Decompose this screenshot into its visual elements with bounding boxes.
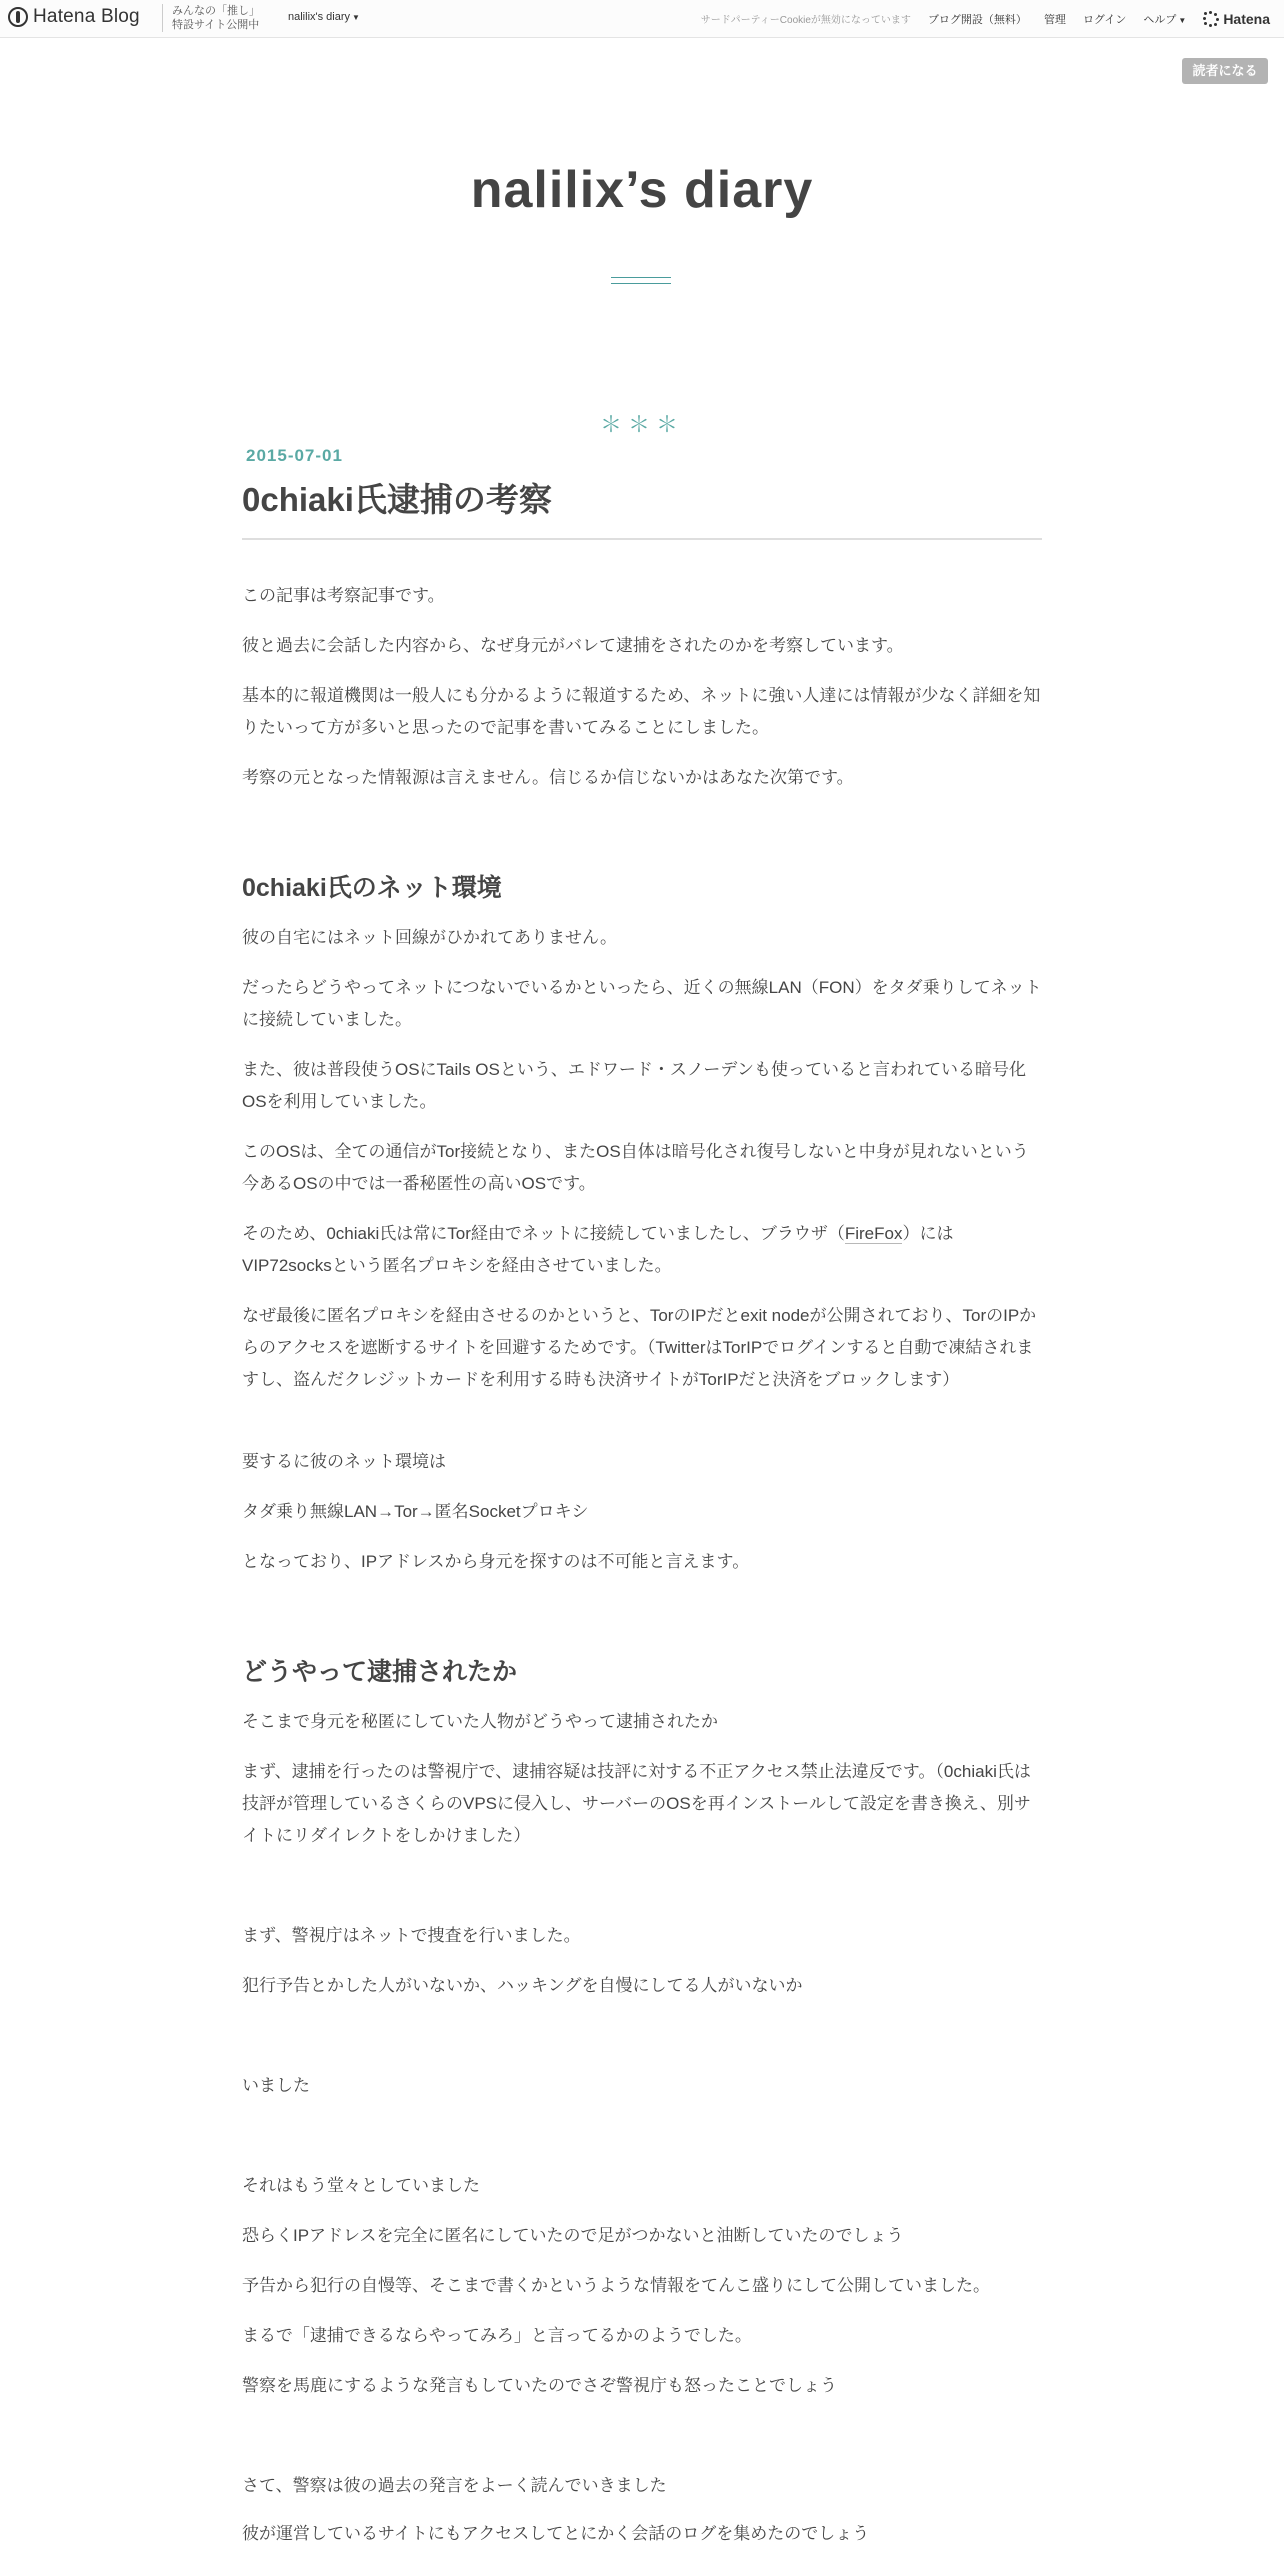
entry-title-rule: [242, 538, 1042, 540]
entry-date[interactable]: 2015-07-01: [246, 446, 343, 465]
entry-stars: ＊＊＊: [599, 412, 684, 437]
paragraph: いました: [242, 2076, 310, 2095]
login-link[interactable]: ログイン: [1082, 13, 1127, 26]
paragraph: 予告から犯行の自慢等、そこまで書くかというような情報をてんこ盛りにして公開していました。: [242, 2276, 990, 2295]
start-blog-link[interactable]: ブログ開設（無料）: [927, 13, 1027, 26]
paragraph: タダ乗り無線LAN→Tor→匿名Socketプロキシ: [242, 1502, 589, 1521]
paragraph: となっており、IPアドレスから身元を探すのは不可能と言えます。: [242, 1552, 750, 1571]
paragraph: 彼が運営しているサイトにもアクセスしてとにかく会話のログを集めたのでしょう: [242, 2524, 870, 2543]
intro-paragraph: 考察の元となった情報源は言えません。信じるか信じないかはあなた次第です。: [242, 768, 854, 787]
caret-down-icon: ▼: [352, 13, 360, 22]
intro-paragraph: 基本的に報道機関は一般人にも分かるように報道するため、ネットに強い人達には情報が少なく詳細を知りたいって方が多いと思ったので記事を書いてみることにしました。: [242, 686, 1041, 737]
paragraph: まるで「逮捕できるならやってみろ」と言ってるかのようでした。: [242, 2326, 752, 2345]
header-right: [701, 0, 1284, 37]
title-divider: [611, 277, 671, 278]
entry-title[interactable]: 0chiaki氏逮捕の考察: [242, 481, 552, 518]
paragraph: だったらどうやってネットにつないでいるかといったら、近くの無線LAN（FON）をタダ乗りしてネットに接続していました。: [242, 978, 1042, 1029]
caret-down-icon: ▼: [1178, 15, 1187, 25]
paragraph: [242, 1218, 1042, 1282]
cookie-notice[interactable]: サードパーティーCookieが無効になっています: [700, 15, 911, 26]
text: ）にはVIP72socksという匿名プロキシを経由させていました。: [242, 1224, 954, 1275]
paragraph: また、彼は普段使うOSにTails OSという、エドワード・スノーデンも使っていると言われている暗号化OSを利用していました。: [242, 1060, 1027, 1111]
paragraph: 犯行予告とかした人がいないか、ハッキングを自慢にしてる人がいないか: [242, 1976, 803, 1995]
blog-title[interactable]: nalilix’s diary: [470, 161, 814, 219]
paragraph: 警察を馬鹿にするような発言もしていたのでさぞ警視庁も怒ったことでしょう: [242, 2376, 837, 2395]
paragraph: まず、逮捕を行ったのは警視庁で、逮捕容疑は技評に対する不正アクセス禁止法違反です。（0chiaki氏は技評が管理しているさくらのVPSに侵入し、サーバーのOSを再インストールして設定を書き換え、別サイトにリダイレクトをしかけました）: [242, 1762, 1031, 1845]
logo-text: Hatena Blog: [33, 6, 140, 27]
blog-menu-dropdown[interactable]: [288, 11, 360, 23]
paragraph: このOSは、全ての通信がTor接続となり、またOS自体は暗号化され復号しないと中身が見れないという今あるOSの中では一番秘匿性の高いOSです。: [242, 1142, 1029, 1193]
hatena-dots-icon: [1203, 11, 1219, 27]
title-divider: [611, 283, 671, 284]
admin-link[interactable]: 管理: [1043, 13, 1066, 26]
hatena-blog-logo[interactable]: [8, 6, 140, 28]
hatena-text: Hatena: [1223, 10, 1270, 27]
promo-line-2: 特設サイト公開中: [172, 19, 260, 31]
intro-paragraph: この記事は考察記事です。: [242, 586, 445, 605]
keyword-link-firefox[interactable]: FireFox: [844, 1224, 903, 1243]
paragraph: さて、警察は彼の過去の発言をよーく読んでいきました: [242, 2476, 667, 2495]
intro-paragraph: 彼と過去に会話した内容から、なぜ身元がバレて逮捕をされたのかを考察しています。: [242, 636, 904, 655]
help-menu[interactable]: [1143, 11, 1186, 27]
promo-link[interactable]: [162, 4, 260, 32]
blog-menu-label: nalilix's diary: [288, 11, 351, 23]
section-heading-arrest: どうやって逮捕されたか: [242, 1658, 518, 1686]
paragraph: 要するに彼のネット環境は: [242, 1452, 446, 1471]
hatena-blog-logo-icon: [8, 7, 28, 27]
subscribe-button[interactable]: 読者になる: [1182, 58, 1268, 84]
help-label: ヘルプ: [1143, 13, 1177, 26]
paragraph: 恐らくIPアドレスを完全に匿名にしていたので足がつかないと油断していたのでしょう: [242, 2226, 904, 2245]
hatena-logo[interactable]: [1203, 11, 1270, 27]
paragraph: それはもう堂々としていました: [242, 2176, 480, 2195]
paragraph: まず、警視庁はネットで捜査を行いました。: [242, 1926, 581, 1945]
paragraph: なぜ最後に匿名プロキシを経由させるのかというと、TorのIPだとexit nodeが公開されており、TorのIPからのアクセスを遮断するサイトを回避するためです。（TwitterはTorIPでログインすると自動で凍結されますし、盗んだクレジットカードを利用する時も決済サイトがTorIPだと決済をブロックします）: [242, 1306, 1037, 1389]
paragraph: そこまで身元を秘匿にしていた人物がどうやって逮捕されたか: [242, 1712, 718, 1731]
text: そのため、0chiaki氏は常にTor経由でネットに接続していましたし、ブラウザ（: [242, 1224, 845, 1243]
promo-line-1: みんなの「推し」: [172, 5, 260, 17]
global-header: [0, 0, 1284, 38]
paragraph: 彼の自宅にはネット回線がひかれてありません。: [242, 928, 618, 947]
section-heading-net-env: 0chiaki氏のネット環境: [242, 874, 502, 902]
